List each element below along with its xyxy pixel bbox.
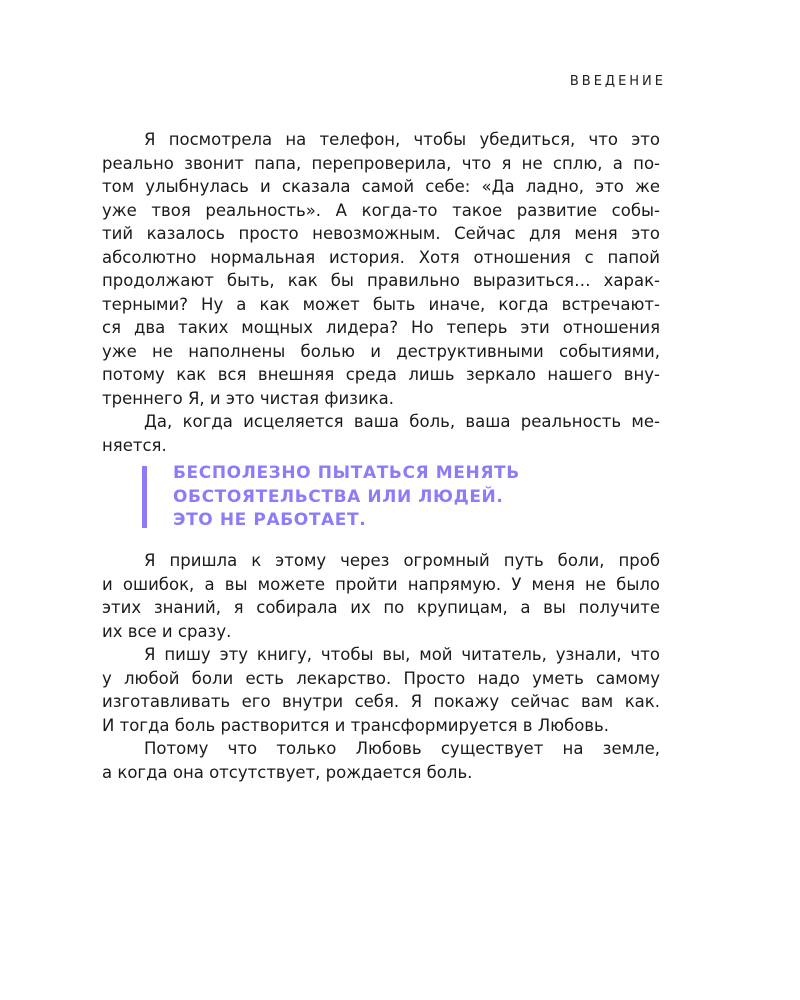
pull-quote-text bbox=[173, 462, 520, 533]
text-line: ся два таких мощных лидера? Но теперь эти отношения bbox=[102, 318, 660, 337]
text-line: И тогда боль растворится и трансформируется в Любовь. bbox=[102, 715, 609, 735]
text-line: у любой боли есть лекарство. Просто надо уметь самому bbox=[102, 668, 660, 688]
running-head: ВВЕДЕНИЕ bbox=[569, 74, 666, 89]
text-line: том улыбнулась и сказала самой себе: «Да ладно, это же bbox=[102, 177, 660, 196]
text-line: терными? Ну а как может быть иначе, когда встречают- bbox=[102, 294, 660, 314]
text-line: няется. bbox=[102, 435, 167, 455]
text-line: тий казалось просто невозможным. Сейчас для меня это bbox=[102, 224, 660, 243]
body-text-bottom bbox=[102, 549, 660, 784]
pull-quote-line: БЕСПОЛЕЗНО ПЫТАТЬСЯ МЕНЯТЬ bbox=[173, 463, 520, 483]
pull-quote-bar bbox=[142, 466, 147, 528]
text-line: абсолютно нормальная история. Хотя отношения с папой bbox=[102, 247, 660, 267]
text-line: потому как вся внешняя среда лишь зеркало нашего вну- bbox=[102, 365, 660, 384]
text-line: реально звонит папа, перепроверила, что я не сплю, а по- bbox=[102, 153, 660, 173]
body-text-top bbox=[102, 128, 660, 457]
pull-quote-line: ОБСТОЯТЕЛЬСТВА ИЛИ ЛЮДЕЙ. bbox=[173, 486, 504, 507]
pull-quote-line: ЭТО НЕ РАБОТАЕТ. bbox=[173, 510, 367, 530]
text-line: уже не наполнены болью и деструктивными событиями, bbox=[102, 341, 660, 361]
text-line: уже твоя реальность». А когда-то такое развитие собы- bbox=[102, 200, 660, 220]
text-line: их все и сразу. bbox=[102, 621, 232, 641]
text-line: изготавливать его внутри себя. Я покажу сейчас вам как. bbox=[102, 692, 660, 711]
text-line: Я пишу эту книгу, чтобы вы, мой читатель, узнали, что bbox=[144, 645, 660, 664]
text-line: треннего Я, и это чистая физика. bbox=[102, 388, 394, 408]
text-line: Да, когда исцеляется ваша боль, ваша реальность ме- bbox=[144, 412, 660, 431]
text-line: этих знаний, я собирала их по крупицам, а вы получите bbox=[102, 598, 660, 617]
text-line: Потому что только Любовь существует на земле, bbox=[144, 739, 660, 758]
text-line: и ошибок, а вы можете пройти напрямую. У меня не было bbox=[102, 574, 660, 594]
text-line: Я пришла к этому через огромный путь боли, проб bbox=[144, 551, 660, 570]
text-line: Я посмотрела на телефон, чтобы убедиться, что это bbox=[144, 130, 660, 149]
text-line: продолжают быть, как бы правильно выразиться… харак- bbox=[102, 271, 660, 290]
text-line: а когда она отсутствует, рождается боль. bbox=[102, 762, 473, 782]
